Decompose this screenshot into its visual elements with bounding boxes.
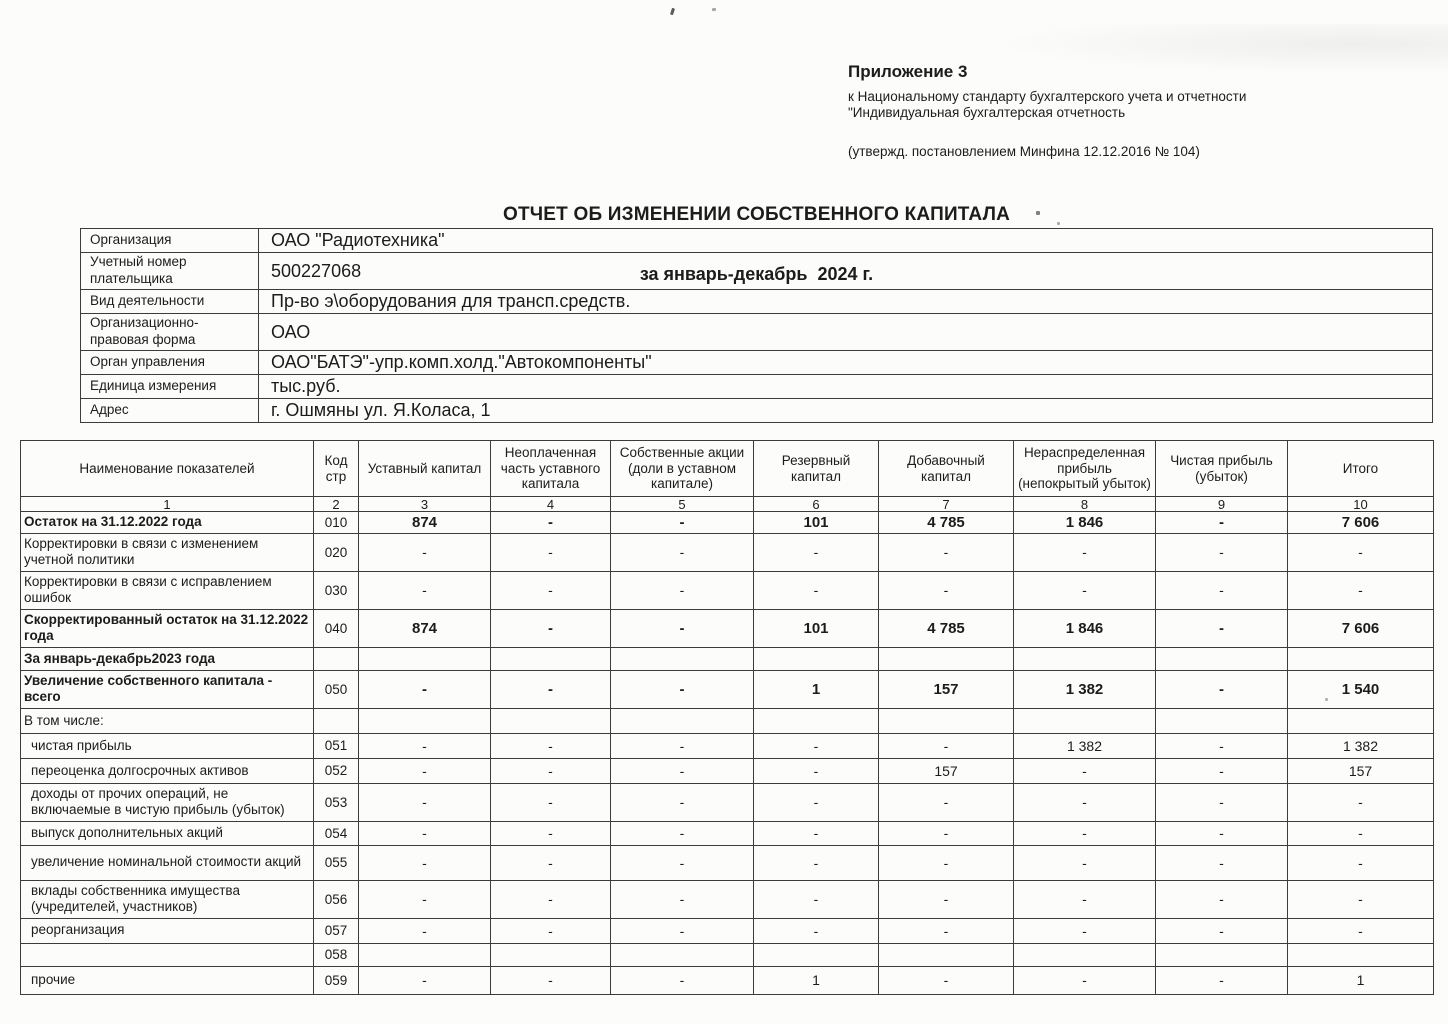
row-label: реорганизация <box>21 918 314 943</box>
table-row <box>21 733 1434 758</box>
cell-value: - <box>1156 512 1288 534</box>
cell-value: - <box>1014 966 1156 994</box>
row-label: Корректировки в связи с изменением учетной политики <box>21 534 314 572</box>
cell-value: - <box>1156 845 1288 880</box>
cell-value: - <box>879 966 1014 994</box>
column-number: 3 <box>359 497 491 512</box>
cell-value: 1 846 <box>1014 512 1156 534</box>
org-field-label: Единица измерения <box>81 375 259 399</box>
cell-value: - <box>359 821 491 845</box>
document-subtitle: за январь-декабрь 2024 г. <box>639 264 874 284</box>
cell-value <box>1014 647 1156 670</box>
cell-value: - <box>879 571 1014 609</box>
row-code: 051 <box>314 733 359 758</box>
row-label: Корректировки в связи с исправлением ошибок <box>21 571 314 609</box>
org-field-label: Учетный номер плательщика <box>81 253 259 290</box>
cell-value <box>1288 943 1434 966</box>
column-number: 8 <box>1014 497 1156 512</box>
cell-value: - <box>1156 918 1288 943</box>
cell-value: - <box>1288 845 1434 880</box>
cell-value: - <box>754 758 879 783</box>
org-info-row <box>81 253 1433 290</box>
cell-value: - <box>611 758 754 783</box>
cell-value: - <box>1288 571 1434 609</box>
cell-value: - <box>359 670 491 708</box>
column-number: 1 <box>21 497 314 512</box>
cell-value <box>1288 647 1434 670</box>
cell-value: - <box>879 880 1014 918</box>
cell-value: 1 382 <box>1014 733 1156 758</box>
cell-value: - <box>611 918 754 943</box>
column-number-row <box>21 497 1434 512</box>
cell-value: - <box>754 918 879 943</box>
column-header: Нераспределенная прибыль (непокрытый убыток) <box>1014 441 1156 497</box>
cell-value: - <box>1156 534 1288 572</box>
cell-value: 101 <box>754 609 879 647</box>
cell-value <box>879 647 1014 670</box>
appendix-title: Приложение 3 <box>848 62 968 81</box>
row-label <box>21 943 314 966</box>
row-label: В том числе: <box>21 708 314 733</box>
cell-value: 1 382 <box>1288 733 1434 758</box>
cell-value: 874 <box>359 512 491 534</box>
cell-value <box>491 943 611 966</box>
cell-value: 157 <box>879 758 1014 783</box>
row-label: Увеличение собственного капитала - всего <box>21 670 314 708</box>
table-row <box>21 845 1434 880</box>
cell-value: - <box>491 880 611 918</box>
cell-value: - <box>491 845 611 880</box>
org-field-value: тыс.руб. <box>259 375 1433 399</box>
cell-value: - <box>1156 758 1288 783</box>
cell-value: - <box>491 571 611 609</box>
cell-value: - <box>611 670 754 708</box>
column-number: 9 <box>1156 497 1288 512</box>
column-header: Код стр <box>314 441 359 497</box>
table-row <box>21 821 1434 845</box>
org-info-row <box>81 229 1433 253</box>
column-header: Добавочный капитал <box>879 441 1014 497</box>
row-code: 053 <box>314 783 359 821</box>
cell-value <box>359 647 491 670</box>
row-label: прочие <box>21 966 314 994</box>
cell-value: - <box>879 534 1014 572</box>
cell-value: - <box>1156 821 1288 845</box>
cell-value: - <box>359 966 491 994</box>
appendix-line-2: "Индивидуальная бухгалтерская отчетность <box>848 105 1126 121</box>
cell-value: - <box>359 571 491 609</box>
cell-value: - <box>1156 880 1288 918</box>
cell-value: 1 540 <box>1288 670 1434 708</box>
cell-value: - <box>491 534 611 572</box>
appendix-line-1: к Национальному стандарту бухгалтерского учета и отчетности <box>848 88 1247 104</box>
cell-value <box>1014 708 1156 733</box>
cell-value: - <box>491 512 611 534</box>
cell-value: - <box>1014 918 1156 943</box>
scan-speck <box>670 8 675 16</box>
org-field-value: 500227068 <box>259 253 1433 290</box>
cell-value <box>611 943 754 966</box>
org-info-table <box>80 228 1433 423</box>
cell-value: - <box>1288 821 1434 845</box>
column-number: 2 <box>314 497 359 512</box>
cell-value: 1 <box>1288 966 1434 994</box>
cell-value: - <box>879 783 1014 821</box>
header-row <box>21 441 1434 497</box>
table-row <box>21 880 1434 918</box>
cell-value <box>1014 943 1156 966</box>
cell-value: 101 <box>754 512 879 534</box>
cell-value: - <box>754 783 879 821</box>
table-row <box>21 609 1434 647</box>
cell-value <box>879 943 1014 966</box>
cell-value: 157 <box>1288 758 1434 783</box>
cell-value: - <box>611 571 754 609</box>
cell-value: - <box>359 733 491 758</box>
cell-value: 4 785 <box>879 609 1014 647</box>
cell-value: - <box>1014 821 1156 845</box>
column-header: Уставный капитал <box>359 441 491 497</box>
cell-value: - <box>359 845 491 880</box>
row-code: 056 <box>314 880 359 918</box>
cell-value: - <box>879 918 1014 943</box>
cell-value: - <box>359 918 491 943</box>
column-number: 10 <box>1288 497 1434 512</box>
cell-value <box>491 708 611 733</box>
row-code: 059 <box>314 966 359 994</box>
row-code <box>314 647 359 670</box>
cell-value: - <box>1156 670 1288 708</box>
cell-value: - <box>1014 758 1156 783</box>
cell-value: - <box>611 733 754 758</box>
cell-value: - <box>1156 609 1288 647</box>
cell-value: - <box>1288 918 1434 943</box>
cell-value: - <box>359 534 491 572</box>
cell-value <box>491 647 611 670</box>
cell-value: - <box>491 966 611 994</box>
row-label: чистая прибыль <box>21 733 314 758</box>
cell-value: - <box>359 783 491 821</box>
table-row <box>21 512 1434 534</box>
cell-value: 1 <box>754 966 879 994</box>
cell-value: - <box>611 783 754 821</box>
column-header: Чистая прибыль (убыток) <box>1156 441 1288 497</box>
cell-value <box>359 943 491 966</box>
cell-value: - <box>491 670 611 708</box>
equity-report-table <box>20 440 1434 995</box>
column-header: Неоплаченная часть уставного капитала <box>491 441 611 497</box>
cell-value: 157 <box>879 670 1014 708</box>
column-header: Наименование показателей <box>21 441 314 497</box>
cell-value: - <box>754 845 879 880</box>
cell-value: - <box>611 609 754 647</box>
cell-value: - <box>611 845 754 880</box>
org-field-label: Вид деятельности <box>81 290 259 314</box>
cell-value: - <box>754 733 879 758</box>
row-label: переоценка долгосрочных активов <box>21 758 314 783</box>
cell-value: - <box>1156 783 1288 821</box>
row-label: Скорректированный остаток на 31.12.2022 года <box>21 609 314 647</box>
cell-value: - <box>1156 733 1288 758</box>
column-header: Резервный капитал <box>754 441 879 497</box>
cell-value: - <box>1014 571 1156 609</box>
column-number: 4 <box>491 497 611 512</box>
row-label: Остаток на 31.12.2022 года <box>21 512 314 534</box>
cell-value <box>1156 943 1288 966</box>
cell-value: 7 606 <box>1288 609 1434 647</box>
row-label: выпуск дополнительных акций <box>21 821 314 845</box>
table-row <box>21 647 1434 670</box>
cell-value: - <box>491 758 611 783</box>
cell-value: - <box>1156 966 1288 994</box>
column-header: Собственные акции (доли в уставном капитале) <box>611 441 754 497</box>
cell-value <box>1156 708 1288 733</box>
row-code: 020 <box>314 534 359 572</box>
cell-value <box>754 708 879 733</box>
column-header: Итого <box>1288 441 1434 497</box>
column-number: 6 <box>754 497 879 512</box>
table-row <box>21 534 1434 572</box>
cell-value: - <box>1014 534 1156 572</box>
equity-report-head <box>21 441 1434 512</box>
appendix-approval: (утвержд. постановлением Минфина 12.12.2016 № 104) <box>848 143 1200 159</box>
cell-value: - <box>754 534 879 572</box>
cell-value: - <box>879 845 1014 880</box>
table-row <box>21 783 1434 821</box>
row-code: 040 <box>314 609 359 647</box>
cell-value: - <box>359 758 491 783</box>
org-field-label: Организация <box>81 229 259 253</box>
cell-value: - <box>611 512 754 534</box>
cell-value: - <box>1288 880 1434 918</box>
row-code: 052 <box>314 758 359 783</box>
org-field-value: г. Ошмяны ул. Я.Коласа, 1 <box>259 399 1433 423</box>
cell-value: - <box>491 783 611 821</box>
cell-value <box>359 708 491 733</box>
cell-value: - <box>611 534 754 572</box>
org-info-body <box>81 229 1433 423</box>
cell-value <box>1156 647 1288 670</box>
cell-value <box>879 708 1014 733</box>
org-field-value: Пр-во э\оборудования для трансп.средств. <box>259 290 1433 314</box>
row-code: 055 <box>314 845 359 880</box>
row-code: 054 <box>314 821 359 845</box>
cell-value: 4 785 <box>879 512 1014 534</box>
row-code: 057 <box>314 918 359 943</box>
org-field-label: Адрес <box>81 399 259 423</box>
org-info-row <box>81 351 1433 375</box>
cell-value: - <box>879 821 1014 845</box>
cell-value: - <box>611 880 754 918</box>
row-code: 050 <box>314 670 359 708</box>
table-row <box>21 670 1434 708</box>
row-label: увеличение номинальной стоимости акций <box>21 845 314 880</box>
cell-value <box>1288 708 1434 733</box>
org-info-row <box>81 314 1433 351</box>
column-number: 7 <box>879 497 1014 512</box>
cell-value: - <box>879 733 1014 758</box>
table-row <box>21 966 1434 994</box>
cell-value: - <box>359 880 491 918</box>
equity-report-body <box>21 512 1434 995</box>
cell-value: 1 <box>754 670 879 708</box>
table-row <box>21 918 1434 943</box>
cell-value: - <box>1156 571 1288 609</box>
cell-value: - <box>611 966 754 994</box>
org-info-row <box>81 290 1433 314</box>
cell-value: 874 <box>359 609 491 647</box>
cell-value: - <box>1014 880 1156 918</box>
row-label: доходы от прочих операций, не включаемые в чистую прибыль (убыток) <box>21 783 314 821</box>
row-code: 030 <box>314 571 359 609</box>
table-row <box>21 943 1434 966</box>
table-row <box>21 758 1434 783</box>
cell-value: - <box>491 609 611 647</box>
org-field-value: ОАО <box>259 314 1433 351</box>
cell-value: - <box>1288 783 1434 821</box>
row-label: вклады собственника имущества (учредителей, участников) <box>21 880 314 918</box>
cell-value: 1 846 <box>1014 609 1156 647</box>
cell-value: 1 382 <box>1014 670 1156 708</box>
cell-value: - <box>491 821 611 845</box>
org-info-row <box>81 375 1433 399</box>
cell-value: - <box>491 918 611 943</box>
appendix-block <box>848 62 1408 174</box>
cell-value: - <box>754 571 879 609</box>
org-field-value: ОАО"БАТЭ"-упр.комп.холд."Автокомпоненты" <box>259 351 1433 375</box>
cell-value <box>754 647 879 670</box>
org-field-value: ОАО "Радиотехника" <box>259 229 1433 253</box>
row-code <box>314 708 359 733</box>
cell-value: - <box>491 733 611 758</box>
org-info-row <box>81 399 1433 423</box>
table-row <box>21 571 1434 609</box>
column-number: 5 <box>611 497 754 512</box>
row-code: 010 <box>314 512 359 534</box>
cell-value: - <box>611 821 754 845</box>
row-label: За январь-декабрь2023 года <box>21 647 314 670</box>
org-field-label: Организационно-правовая форма <box>81 314 259 351</box>
cell-value: - <box>1288 534 1434 572</box>
table-row <box>21 708 1434 733</box>
cell-value <box>611 647 754 670</box>
scan-speck <box>712 8 716 12</box>
cell-value <box>754 943 879 966</box>
document-title: ОТЧЕТ ОБ ИЗМЕНЕНИИ СОБСТВЕННОГО КАПИТАЛА <box>502 204 1011 225</box>
cell-value: - <box>1014 783 1156 821</box>
org-field-label: Орган управления <box>81 351 259 375</box>
cell-value: - <box>754 821 879 845</box>
row-code: 058 <box>314 943 359 966</box>
cell-value: 7 606 <box>1288 512 1434 534</box>
cell-value: - <box>1014 845 1156 880</box>
cell-value: - <box>754 880 879 918</box>
cell-value <box>611 708 754 733</box>
